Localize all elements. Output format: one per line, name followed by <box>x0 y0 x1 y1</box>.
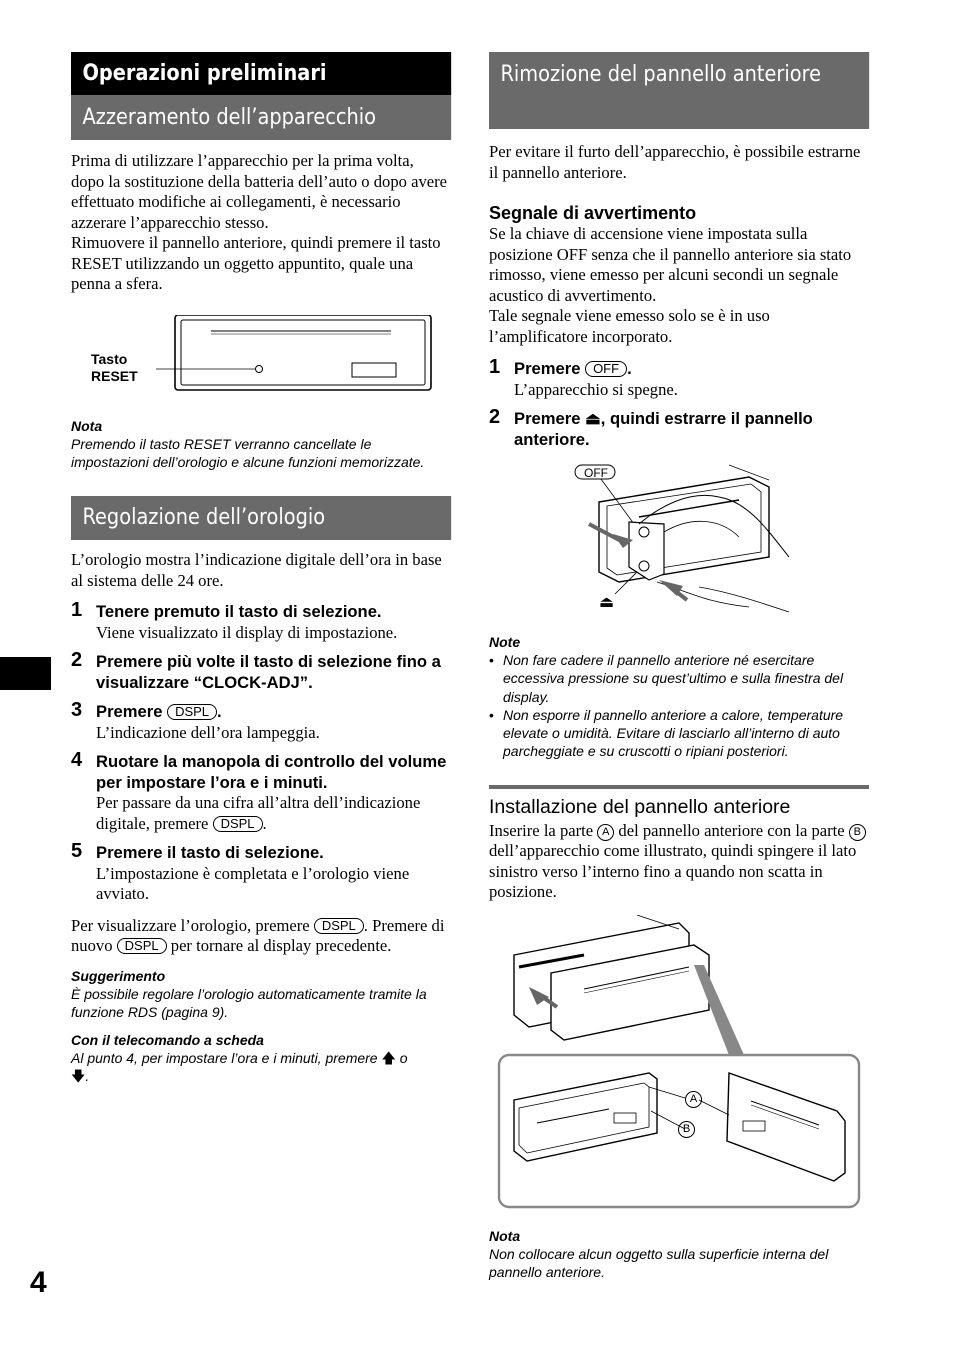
remove-step-2: 2 Premere ⏏, quindi estrarre il pannello anteriore. <box>489 406 813 449</box>
release-icon: ⏏ <box>599 594 615 611</box>
warning-paragraph-2: Tale segnale viene emesso solo se è in uso l’amplificatore incorporato. <box>489 306 770 346</box>
warning-paragraph-1: Se la chiave di accensione viene impostata sulla posizione OFF senza che il pannello anteriore sia stato rimosso, viene emesso per alcuni secondi un segnale acustico di avvertimento. <box>489 224 852 305</box>
remove-step-1: 1 Premere OFF . L’apparecchio si spegne. <box>489 356 678 399</box>
dspl-key: DSPL <box>314 918 364 934</box>
fig-part-b: B <box>678 1121 695 1138</box>
release-icon: ⏏ <box>585 409 601 428</box>
page-number: 4 <box>30 1266 47 1299</box>
fig-part-a: A <box>685 1091 702 1108</box>
reset-paragraph-1: Prima di utilizzare l’apparecchio per la prima volta, dopo la sostituzione della batteria dell’auto o dopo avere effettuato modifiche ai collegamenti, è necessario azzerare l’apparecchio stesso. <box>71 151 448 232</box>
clock-step-2: 2 Premere più volte il tasto di selezione fino a visualizzare “CLOCK-ADJ”. <box>71 649 441 692</box>
dspl-key: DSPL <box>117 938 167 954</box>
reset-figure <box>71 315 451 415</box>
remove-illustration <box>489 462 869 627</box>
install-paragraph: Inserire la parte A del pannello anteriore con la parte B dell’apparecchio come illustrato, quindi spingere il lato sinistro verso l’interno fino a quando non scatta in posizione. <box>489 821 869 903</box>
section-tab <box>0 657 51 690</box>
reset-paragraph-2: Rimuovere il pannello anteriore, quindi premere il tasto RESET utilizzando un oggetto appuntito, quale una penna a sfera. <box>71 233 441 293</box>
reset-label: Tasto RESET <box>91 350 138 384</box>
warning-title: Segnale di avvertimento <box>489 203 697 223</box>
fig-off-label: OFF <box>584 466 608 480</box>
suggerimento: Suggerimento È possibile regolare l’orologio automaticamente tramite la funzione RDS (pagina 9). <box>71 967 427 1020</box>
off-key: OFF <box>585 361 627 377</box>
install-title: Installazione del pannello anteriore <box>489 795 791 818</box>
telecomando-note: Con il telecomando a scheda Al punto 4, per impostare l’ora e i minuti, premere 🡅 o 🡇. <box>71 1032 408 1085</box>
clock-after-text: Per visualizzare l’orologio, premere DSPL . Premere di nuovo DSPL per tornare al display precedente. <box>71 915 445 956</box>
part-b-marker: B <box>849 824 866 841</box>
clock-step-5: 5 Premere il tasto di selezione. L’impostazione è completata e l’orologio viene avviato. <box>71 840 410 904</box>
section-title-azzeramento: Azzeramento dell’apparecchio <box>71 95 451 140</box>
rimozione-intro: Per evitare il furto dell’apparecchio, è possibile estrarne il pannello anteriore. <box>489 142 861 182</box>
section-title-orologio: Regolazione dell’orologio <box>71 496 451 540</box>
dspl-key: DSPL <box>213 816 263 832</box>
part-a-marker: A <box>597 824 614 841</box>
remove-steps <box>489 356 869 450</box>
clock-step-1: 1 Tenere premuto il tasto di selezione. Viene visualizzato il display di impostazione. <box>71 599 398 642</box>
clock-intro: L’orologio mostra l’indicazione digitale dell’ora in base al sistema delle 24 ore. <box>71 550 442 590</box>
nota-reset: Nota Premendo il tasto RESET verranno cancellate le impostazioni dell’orologio e alcune funzioni memorizzate. <box>71 417 425 470</box>
clock-step-3: 3 Premere DSPL . L’indicazione dell’ora lampeggia. <box>71 699 320 742</box>
right-column <box>489 52 869 1281</box>
dspl-key: DSPL <box>167 704 217 720</box>
left-column <box>71 52 451 1086</box>
install-illustration <box>489 915 869 1220</box>
section-divider <box>489 785 869 789</box>
clock-step-4: 4 Ruotare la manopola di controllo del volume per impostare l’ora e i minuti. Per passare da una cifra all’altra dell’indicazione digitale, premere DSPL . <box>71 749 447 833</box>
arrow-up-icon: 🡅 <box>381 1050 396 1067</box>
section-title-operazioni: Operazioni preliminari <box>71 52 451 95</box>
section-title-rimozione: Rimozione del pannello anteriore <box>489 52 869 129</box>
arrow-down-icon: 🡇 <box>71 1068 86 1085</box>
clock-steps <box>71 599 451 905</box>
note-remove: Note • Non fare cadere il pannello anteriore né esercitare eccessiva pressione su quest’ultimo e sulla finestra del display. • Non esporre il pannello anteriore a calore, temperature elevate o umidità. Evitare di lasciarlo all’interno di auto parcheggiate e su cruscotti o ripiani posteriori. <box>489 633 869 761</box>
left-banner-block <box>71 52 451 141</box>
nota-install: Nota Non collocare alcun oggetto sulla superficie interna del pannello anteriore. <box>489 1227 829 1281</box>
remove-figure <box>489 462 869 627</box>
install-figure <box>489 915 869 1220</box>
